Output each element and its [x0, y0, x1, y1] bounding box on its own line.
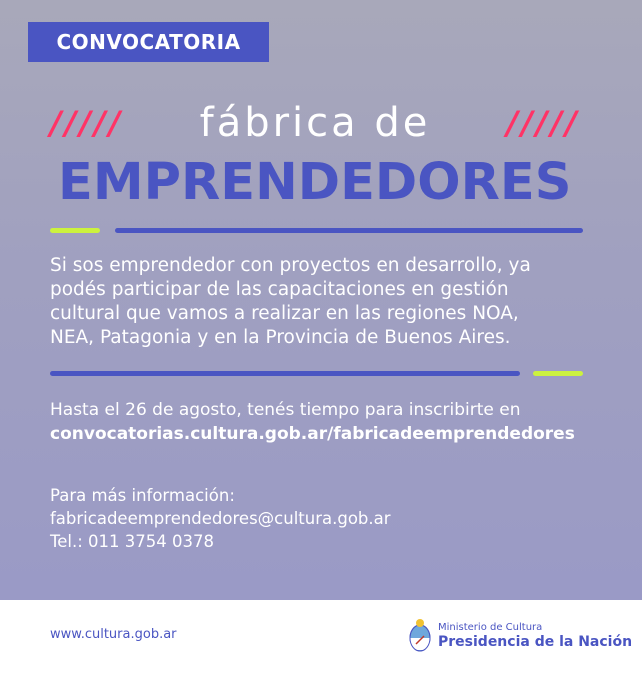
contact-heading: Para más información:	[50, 486, 235, 505]
title-row	[50, 100, 580, 146]
contact-email[interactable]: fabricadeemprendedores@cultura.gob.ar	[50, 509, 391, 528]
slashes-left-decoration: /////	[50, 104, 124, 142]
accent-bar-bottom	[533, 371, 583, 376]
title-big: EMPRENDEDORES	[58, 153, 572, 212]
body-line: podés participar de las capacitaciones en gestión	[50, 279, 509, 300]
presidency-name: Presidencia de la Nación	[438, 634, 633, 650]
body-line: NEA, Patagonia y en la Provincia de Buenos Aires.	[50, 327, 511, 348]
footer-website-link[interactable]: www.cultura.gob.ar	[50, 627, 177, 642]
ministry-logo	[408, 616, 632, 656]
registration-link[interactable]: convocatorias.cultura.gob.ar/fabricadeemprendedores	[50, 424, 575, 444]
deadline-block	[50, 398, 610, 446]
body-line: Si sos emprendedor con proyectos en desarrollo, ya	[50, 255, 531, 276]
accent-bar-top	[50, 228, 100, 233]
contact-block	[50, 484, 500, 553]
slashes-right-decoration: /////	[506, 104, 580, 142]
ministry-logo-text	[438, 622, 632, 650]
title-small: fábrica de	[199, 100, 431, 146]
body-text	[50, 254, 590, 350]
convocatoria-badge: CONVOCATORIA	[28, 22, 269, 62]
argentina-coat-of-arms-icon	[408, 618, 432, 654]
footer	[0, 600, 642, 677]
ministry-name: Ministerio de Cultura	[438, 622, 543, 633]
contact-phone: Tel.: 011 3754 0378	[50, 532, 215, 551]
divider-line-top	[115, 228, 583, 233]
divider-line-bottom	[50, 371, 520, 376]
deadline-text: Hasta el 26 de agosto, tenés tiempo para inscribirte en	[50, 400, 521, 420]
body-line: cultural que vamos a realizar en las regiones NOA,	[50, 303, 519, 324]
